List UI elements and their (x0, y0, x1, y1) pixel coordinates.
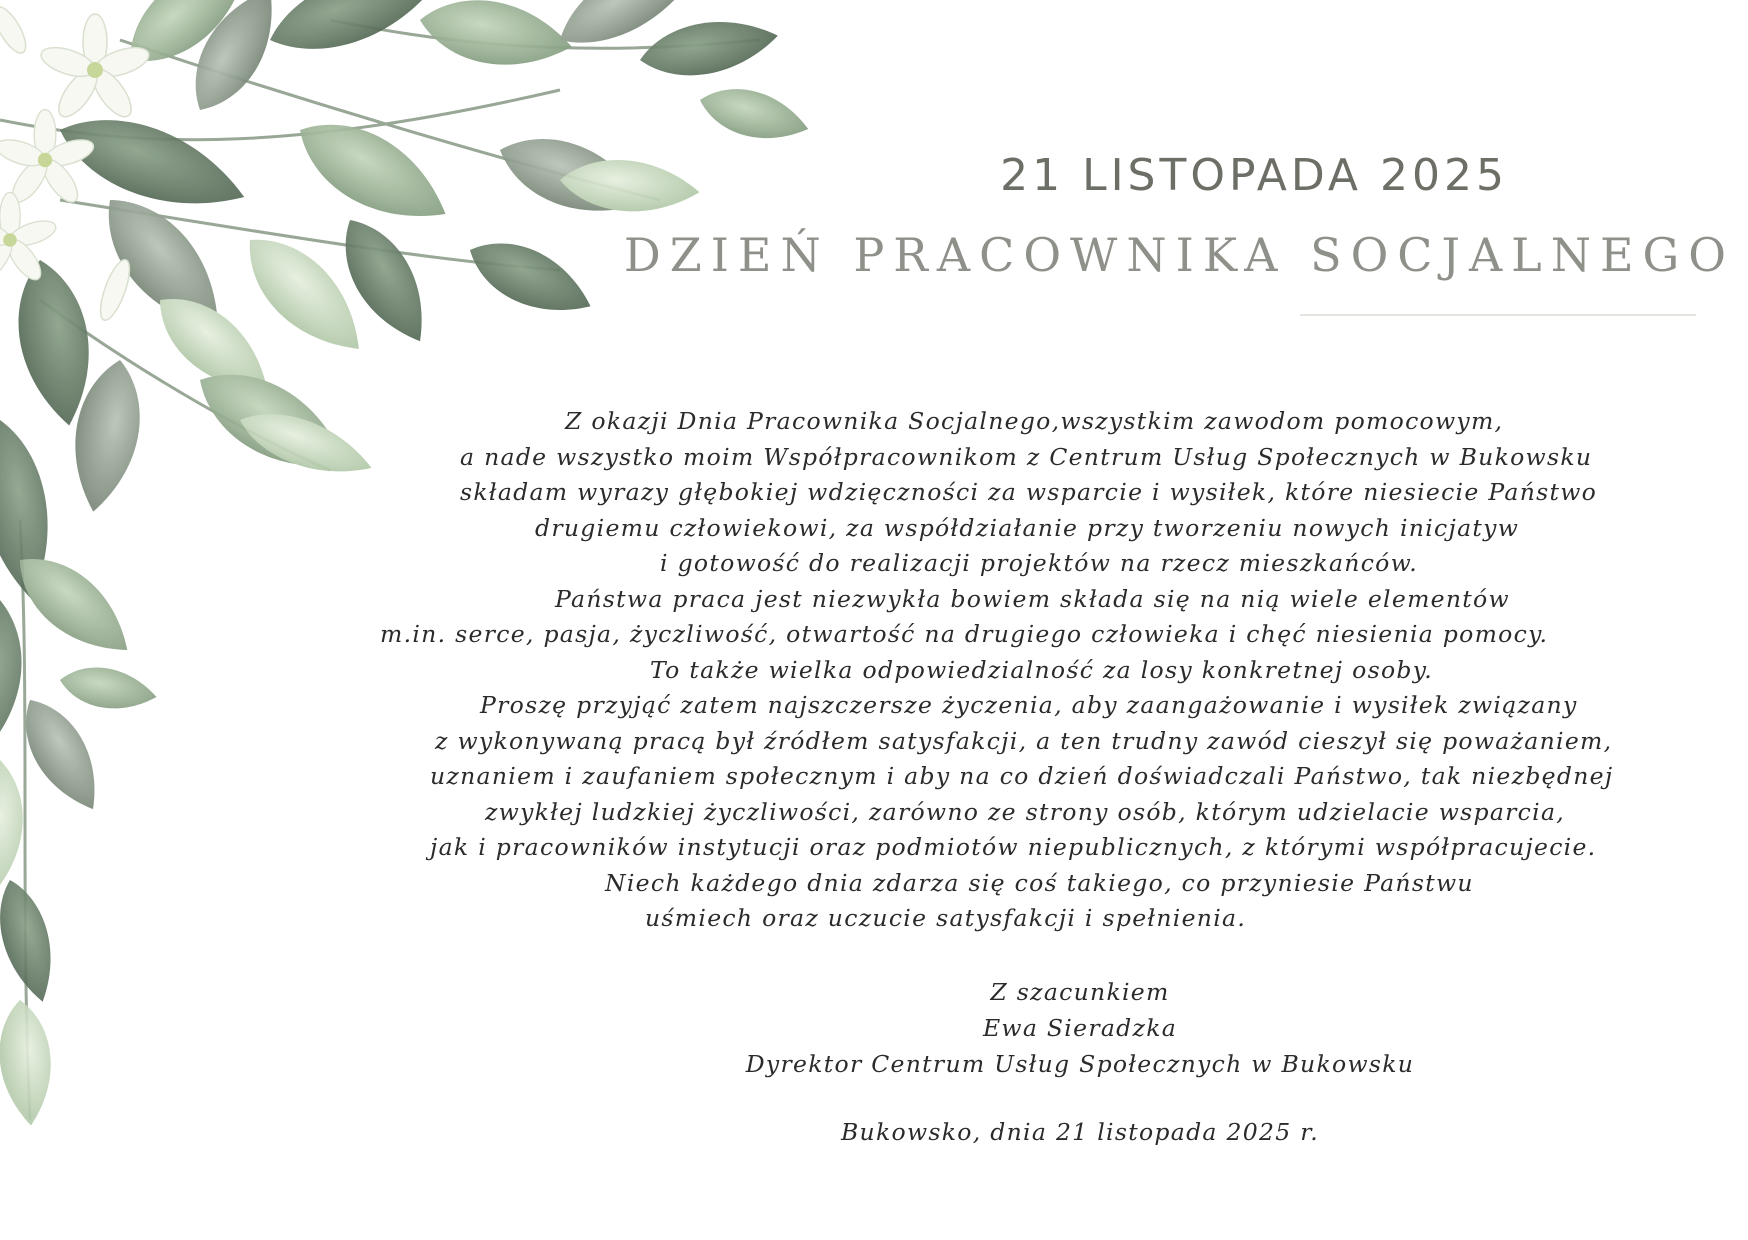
event-date: 21 LISTOPADA 2025 (1000, 150, 1508, 201)
letter-line: jak i pracowników instytucji oraz podmiotów niepublicznych, z którymi współpracujecie. (430, 833, 1597, 861)
letter-line: uśmiech oraz uczucie satysfakcji i spełnienia. (645, 904, 1247, 932)
letter-line: Niech każdego dnia zdarza się coś takiego, co przyniesie Państwu (605, 868, 1474, 897)
letter-line: zwykłej ludzkiej życzliwości, zarówno ze strony osób, którym udzielacie wsparcia, (485, 797, 1566, 826)
signature-block (620, 974, 1540, 1082)
letter-body (380, 404, 1740, 937)
letter-line: i gotowość do realizacji projektów na rzecz mieszkańców. (660, 549, 1419, 577)
letter-line: Proszę przyjąć zatem najszczersze życzenia, aby zaangażowanie i wysiłek związany (480, 691, 1578, 719)
letter-line: m.in. serce, pasja, życzliwość, otwartość na drugiego człowieka i chęć niesienia pomocy. (380, 620, 1549, 648)
signature-closing: Z szacunkiem (990, 978, 1170, 1006)
place-and-date: Bukowsko, dnia 21 listopada 2025 r. (840, 1118, 1319, 1146)
letter-line: a nade wszystko moim Współpracownikom z Centrum Usług Społecznych w Bukowsku (460, 442, 1593, 471)
event-title: DZIEŃ PRACOWNIKA SOCJALNEGO (623, 228, 1735, 282)
letter-line: To także wielka odpowiedzialność za losy konkretnej osoby. (650, 655, 1433, 684)
letter-line: uznaniem i zaufaniem społecznym i aby na co dzień doświadczali Państwo, tak niezbędnej (430, 762, 1614, 790)
letter-line: Z okazji Dnia Pracownika Socjalnego,wszystkim zawodom pomocowym, (565, 407, 1504, 435)
letter-line: drugiemu człowiekowi, za współdziałanie przy tworzeniu nowych inicjatyw (535, 513, 1520, 542)
title-divider (1300, 314, 1696, 316)
signature-name: Ewa Sieradzka (982, 1014, 1178, 1042)
letter-line: Państwa praca jest niezwykła bowiem składa się na nią wiele elementów (555, 584, 1510, 613)
signature-position: Dyrektor Centrum Usług Społecznych w Bukowsku (745, 1050, 1415, 1078)
letter-line: składam wyrazy głębokiej wdzięczności za wsparcie i wysiłek, które niesiecie Państwo (460, 478, 1598, 506)
letter-line: z wykonywaną pracą był źródłem satysfakcji, a ten trudny zawód cieszył się poważaniem, (435, 726, 1613, 755)
